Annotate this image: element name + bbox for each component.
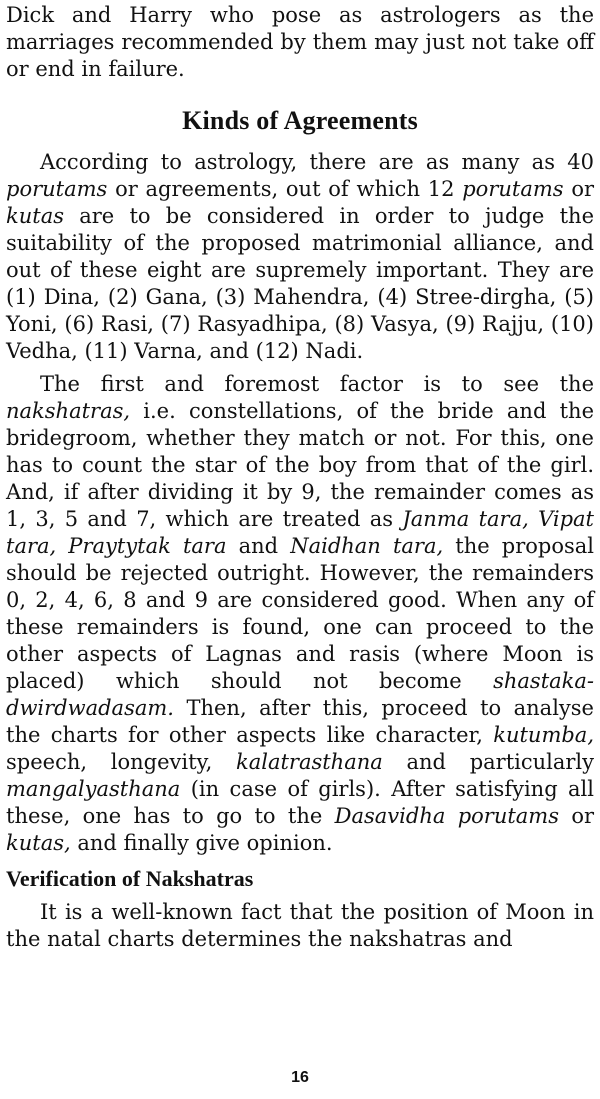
nakshatra-matching-paragraph bbox=[6, 371, 594, 857]
section-heading-verification-of-nakshatras: Verification of Nakshatras bbox=[6, 866, 254, 891]
italic-term: mangalyasthana bbox=[6, 777, 181, 801]
italic-term: porutams bbox=[6, 177, 108, 201]
text-run: It is a well-known fact that the position of Moon in the natal charts determines the nakshatras and bbox=[6, 900, 594, 951]
text-run: i.e. constellations, of the bride and the bridegroom, whether they match or not. For this, one has to count the star of the boy from that of the girl. And, if after dividing it by 9, the remainder comes as 1, 3, 5 and 7, which are treated as bbox=[6, 399, 594, 531]
italic-term: kutumba, bbox=[493, 723, 594, 747]
section-heading-kinds-of-agreements: Kinds of Agreements bbox=[182, 106, 418, 135]
italic-term: porutams bbox=[462, 177, 564, 201]
intro-text: Dick and Harry who pose as astrologers as the marriages recommended by them may just not take off or end in failure. bbox=[6, 3, 594, 81]
text-run: speech, longevity, bbox=[6, 750, 236, 774]
verification-paragraph bbox=[6, 899, 594, 953]
agreements-paragraph bbox=[6, 149, 594, 365]
text-run: and particularly bbox=[382, 750, 594, 774]
italic-term: kutas, bbox=[6, 831, 71, 855]
italic-term: Naidhan tara, bbox=[290, 534, 444, 558]
italic-term: kalatrasthana bbox=[235, 750, 383, 774]
text-run: and bbox=[226, 534, 291, 558]
text-run: and finally give opinion. bbox=[70, 831, 333, 855]
text-run: the proposal should be rejected outright. However, the remainders 0, 2, 4, 6, 8 and 9 are considered good. When any of these remainders is found, one can proceed to the other aspects of Lagnas and rasis (where Moon is placed) which should not become bbox=[6, 534, 594, 693]
italic-term: Janma tara, Vipat tara, Praytytak tara bbox=[6, 507, 595, 558]
text-run: Then, after this, proceed to analyse the charts for other aspects like character, bbox=[6, 696, 594, 747]
text-run: According to astrology, there are as many as 40 bbox=[40, 150, 594, 174]
text-run: The first and foremost factor is to see the bbox=[40, 372, 594, 396]
italic-term: Dasavidha porutams bbox=[334, 804, 559, 828]
text-run: or bbox=[559, 804, 595, 828]
page-number: 16 bbox=[291, 1069, 309, 1086]
italic-term: nakshatras, bbox=[6, 399, 131, 423]
text-run: (in case of girls). After satisfying all these, one has to go to the bbox=[6, 777, 594, 828]
italic-term: shastaka-dwirdwadasam. bbox=[6, 669, 594, 720]
text-run: are to be considered in order to judge the suitability of the proposed matrimonial alliance, and out of these eight are supremely important. They are (1) Dina, (2) Gana, (3) Mahendra, (4) Stree-dirgha, (5) Yoni, (6) Rasi, (7) Rasyadhipa, (8) Vasya, (9) Rajju, (10) Vedha, (11) Varna, and (12) Nadi. bbox=[6, 204, 594, 363]
text-run: or agreements, out of which 12 bbox=[107, 177, 463, 201]
italic-term: kutas bbox=[6, 204, 64, 228]
text-run: or bbox=[563, 177, 594, 201]
intro-paragraph bbox=[6, 2, 594, 83]
